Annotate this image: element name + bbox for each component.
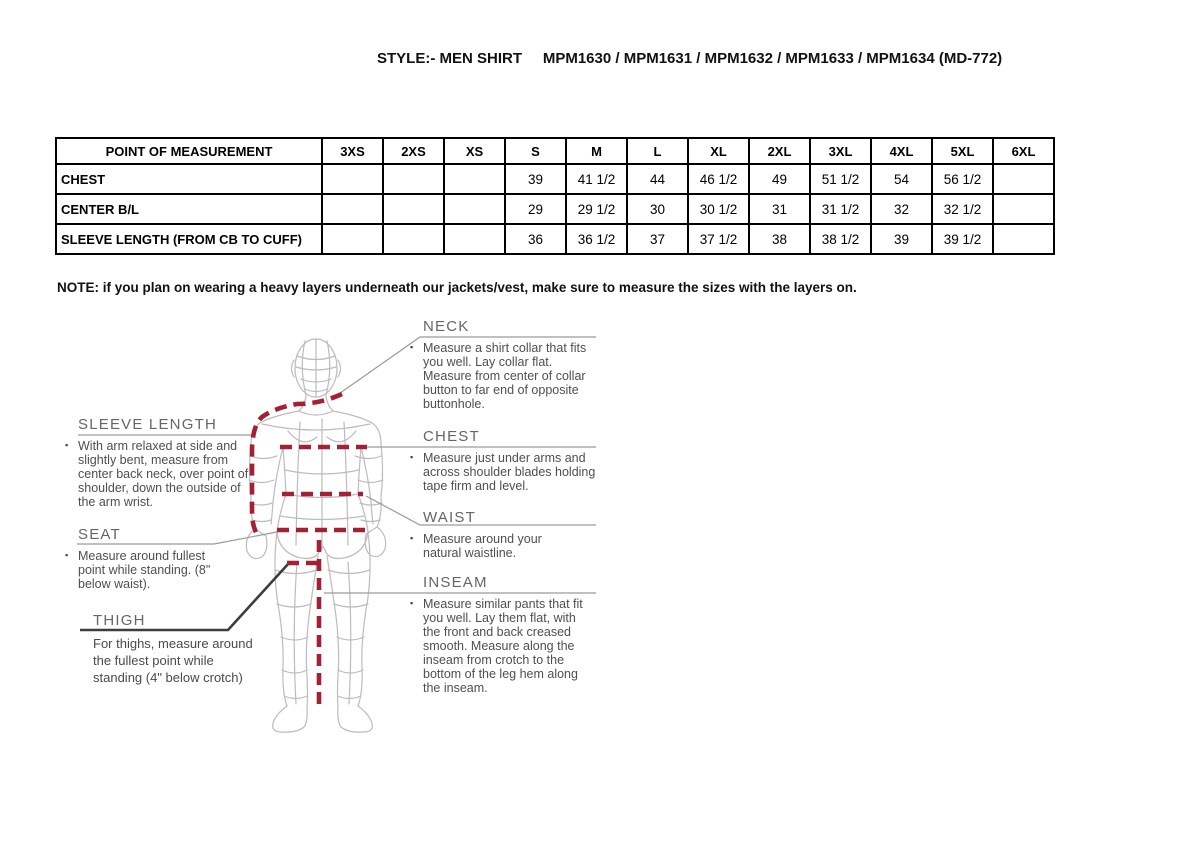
cell: 49 — [749, 164, 810, 194]
row-label: CHEST — [56, 164, 322, 194]
column-header-4xl: 4XL — [871, 138, 932, 164]
row-label: CENTER B/L — [56, 194, 322, 224]
cell: 39 1/2 — [932, 224, 993, 254]
cell — [383, 224, 444, 254]
column-header-6xl: 6XL — [993, 138, 1054, 164]
table-row-center-bl — [56, 194, 1054, 224]
cell: 39 — [505, 164, 566, 194]
cell: 32 1/2 — [932, 194, 993, 224]
cell — [993, 164, 1054, 194]
column-header-xl: XL — [688, 138, 749, 164]
column-header-xs: XS — [444, 138, 505, 164]
cell: 46 1/2 — [688, 164, 749, 194]
inseam-heading: INSEAM — [423, 574, 488, 591]
square-bullet-icon: ▪ — [410, 342, 414, 352]
cell: 37 — [627, 224, 688, 254]
cell: 56 1/2 — [932, 164, 993, 194]
cell: 54 — [871, 164, 932, 194]
thigh-instructions: For thighs, measure around the fullest point while standing (4" below crotch) — [93, 636, 253, 685]
square-bullet-icon: ▪ — [410, 598, 414, 608]
cell: 39 — [871, 224, 932, 254]
column-header-3xl: 3XL — [810, 138, 871, 164]
neck-instructions: Measure a shirt collar that fits you well. Lay collar flat. Measure from center of collar button to far end of opposite buttonhole. — [423, 341, 587, 411]
column-header-2xl: 2XL — [749, 138, 810, 164]
column-header-2xs: 2XS — [383, 138, 444, 164]
column-header-s: S — [505, 138, 566, 164]
column-header-5xl: 5XL — [932, 138, 993, 164]
chest-instructions: Measure just under arms and across shoulder blades holding tape firm and level. — [423, 451, 596, 493]
guide-section-seat — [65, 526, 226, 591]
guide-section-neck — [410, 318, 595, 411]
square-bullet-icon: ▪ — [65, 440, 69, 450]
cell: 30 1/2 — [688, 194, 749, 224]
cell — [322, 194, 383, 224]
thigh-heading: THIGH — [93, 612, 146, 629]
cell — [383, 194, 444, 224]
table-row-sleeve-length — [56, 224, 1054, 254]
square-bullet-icon: ▪ — [65, 550, 69, 560]
table-row-chest — [56, 164, 1054, 194]
waist-instructions: Measure around your natural waistline. — [423, 532, 542, 560]
figure-wireframe — [246, 339, 385, 732]
square-bullet-icon: ▪ — [410, 452, 414, 462]
square-bullet-icon: ▪ — [410, 533, 414, 543]
sleeve-length-heading: SLEEVE LENGTH — [78, 416, 217, 433]
column-header-l: L — [627, 138, 688, 164]
table-header-row — [56, 138, 1054, 164]
chest-heading: CHEST — [423, 428, 480, 445]
inseam-instructions: Measure similar pants that fit you well. Lay them flat, with the front and back creased smooth. Measure along the inseam from crotch to the bottom of the leg hem along the inseam. — [423, 597, 583, 695]
guide-section-inseam — [410, 574, 595, 695]
guide-section-thigh — [93, 612, 263, 686]
seat-instructions: Measure around fullest point while standing. (8" below waist). — [78, 549, 211, 591]
cell: 36 — [505, 224, 566, 254]
cell — [383, 164, 444, 194]
cell: 31 — [749, 194, 810, 224]
cell: 31 1/2 — [810, 194, 871, 224]
seat-heading: SEAT — [78, 526, 121, 543]
cell — [993, 224, 1054, 254]
column-header-3xs: 3XS — [322, 138, 383, 164]
cell: 37 1/2 — [688, 224, 749, 254]
cell: 38 — [749, 224, 810, 254]
waist-heading: WAIST — [423, 509, 476, 526]
sleeve-length-instructions: With arm relaxed at side and slightly bent, measure from center back neck, over point of shoulder, down the outside of the arm wrist. — [78, 439, 249, 509]
cell: 36 1/2 — [566, 224, 627, 254]
measurement-diagram — [0, 310, 1200, 780]
cell: 38 1/2 — [810, 224, 871, 254]
note-text: NOTE: if you plan on wearing a heavy layers underneath our jackets/vest, make sure to measure the sizes with the layers on. — [57, 280, 857, 295]
cell: 44 — [627, 164, 688, 194]
cell: 51 1/2 — [810, 164, 871, 194]
column-header-pom: POINT OF MEASUREMENT — [56, 138, 322, 164]
cell — [444, 164, 505, 194]
column-header-m: M — [566, 138, 627, 164]
guide-section-sleeve-length — [65, 416, 256, 509]
cell: 29 1/2 — [566, 194, 627, 224]
size-table — [55, 137, 1055, 255]
guide-section-waist — [410, 509, 571, 560]
neck-heading: NECK — [423, 318, 470, 335]
cell — [993, 194, 1054, 224]
guide-section-chest — [410, 428, 599, 493]
cell: 30 — [627, 194, 688, 224]
cell — [322, 224, 383, 254]
page-title: STYLE:- MEN SHIRT MPM1630 / MPM1631 / MPM1632 / MPM1633 / MPM1634 (MD-772) — [377, 50, 1003, 67]
cell: 29 — [505, 194, 566, 224]
cell: 41 1/2 — [566, 164, 627, 194]
cell — [444, 224, 505, 254]
cell — [444, 194, 505, 224]
cell — [322, 164, 383, 194]
cell: 32 — [871, 194, 932, 224]
row-label: SLEEVE LENGTH (FROM CB TO CUFF) — [56, 224, 322, 254]
